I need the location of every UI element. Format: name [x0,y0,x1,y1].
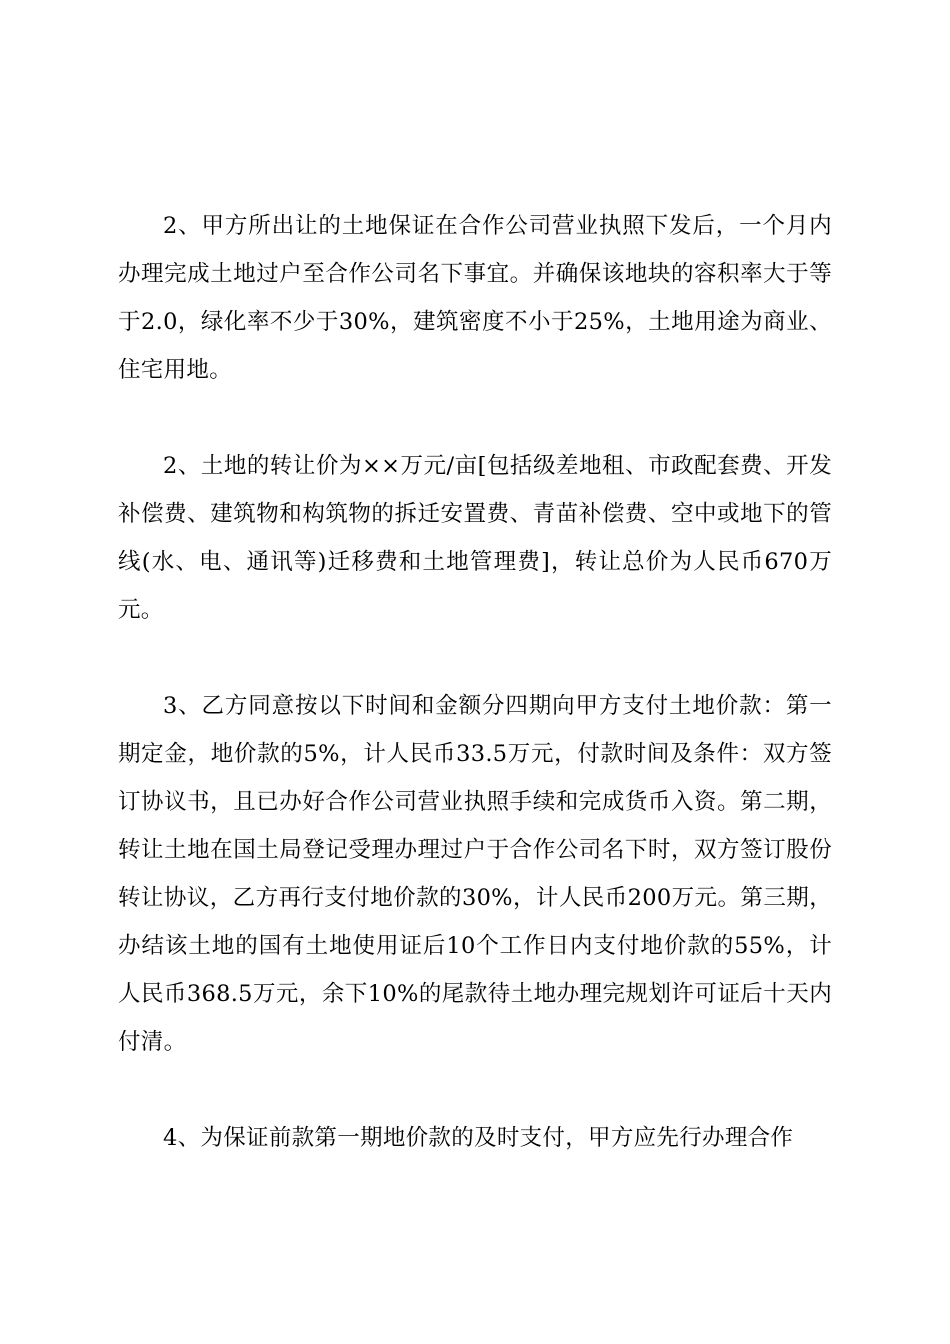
paragraph-gap [118,1066,832,1114]
clause-4-first-payment: 4、为保证前款第一期地价款的及时支付，甲方应先行办理合作 [163,1125,794,1151]
paragraph-gap [118,634,832,682]
clause-2-transfer-price: 2、土地的转让价为××万元/亩[包括级差地租、市政配套费、开发补偿费、建筑物和构筑物的拆迁安置费、青苗补偿费、空中或地下的管线(水、电、通讯等)迁移费和土地管理费]，转让总价为人民币670万元。 [118,453,832,623]
clause-2-land-transfer: 2、甲方所出让的土地保证在合作公司营业执照下发后，一个月内办理完成土地过户至合作公司名下事宜。并确保该地块的容积率大于等于2.0，绿化率不少于30%，建筑密度不小于25%，土地用途为商业、住宅用地。 [118,213,832,383]
document-body [118,202,832,1162]
paragraph-gap [118,394,832,442]
clause-3-payment-schedule: 3、乙方同意按以下时间和金额分四期向甲方支付土地价款：第一期定金，地价款的5%，计人民币33.5万元，付款时间及条件：双方签订协议书，且已办好合作公司营业执照手续和完成货币入资。第二期，转让土地在国土局登记受理办理过户于合作公司名下时，双方签订股份转让协议，乙方再行支付地价款的30%，计人民币200万元。第三期，办结该土地的国有土地使用证后10个工作日内支付地价款的55%，计人民币368.5万元，余下10%的尾款待土地办理完规划许可证后十天内付清。 [118,693,832,1055]
